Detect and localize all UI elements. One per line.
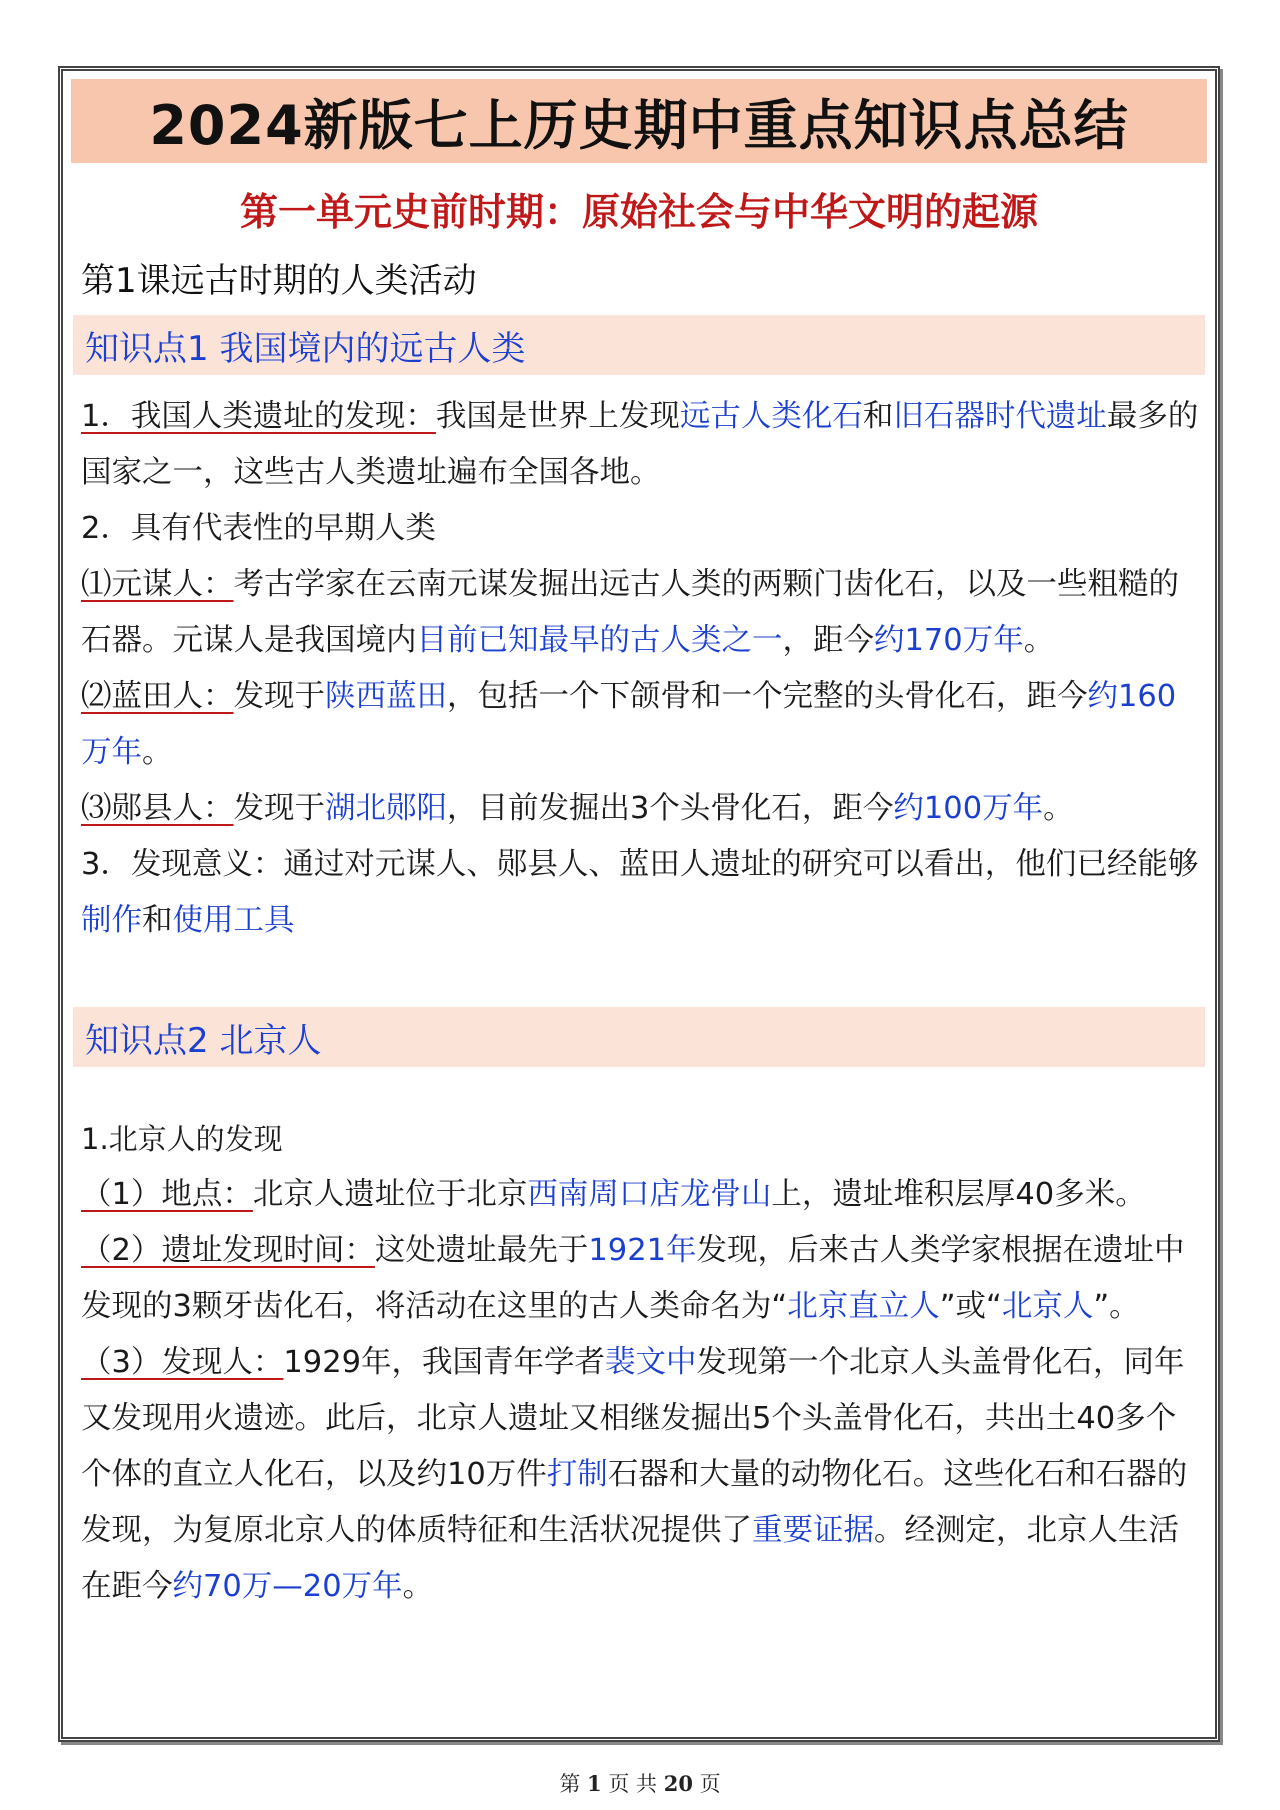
item-label: ⑶郧县人： [81,791,234,826]
text: ”或“ [939,1289,1002,1324]
keyword: 1921年 [588,1233,697,1268]
page-footer [0,1768,1280,1798]
keyword: 西南周口店龙骨山 [527,1177,772,1212]
paragraph-representative-humans: 2．具有代表性的早期人类 [81,511,436,546]
text: 和 [862,399,894,434]
text: 3．发现意义：通过对元谋人、郧县人、蓝田人遗址的研究可以看出，他们已经能够 [81,847,1199,882]
text: 考古学家在云南元谋发掘出远古人类的两颗门齿化石，以及一些粗糙的石器。元谋人是我国境内 [81,567,1179,658]
keyword: 约70万—20万年 [172,1569,403,1604]
lesson-title: 第1课远古时期的人类活动 [81,261,477,301]
text: 上，遗址堆积层厚40多米。 [771,1177,1146,1212]
paragraph-yuanmou [81,557,1203,669]
text: 和 [142,903,173,938]
item-label: （3）发现人： [81,1345,284,1380]
knowledge-point-1-body [81,389,1203,949]
text: 最多的国家之一，这些古人类遗址遍布全国各地。 [81,399,1199,490]
text: 北京人遗址位于北京 [252,1177,528,1212]
text: 发现于 [233,791,325,826]
keyword: 旧石器时代遗址 [893,399,1107,434]
text: 。 [1023,623,1055,658]
page-frame [58,66,1220,1742]
paragraph-discovery-time [81,1223,1203,1335]
keyword: 使用工具 [172,903,295,938]
keyword: 制作 [81,903,142,938]
text: 发现第一个北京人头盖骨化石，同年又发现用火遗迹。此后，北京人遗址又相继发掘出5个头盖骨化石，共出土40多个个体的直立人化石，以及约10万件 [81,1345,1185,1492]
keyword: 目前已知最早的古人类之一 [416,623,783,658]
text: 我国是世界上发现 [435,399,680,434]
keyword: 重要证据 [752,1513,874,1548]
text: 石器和大量的动物化石。这些化石和石器的发现，为复原北京人的体质特征和生活状况提供了 [81,1457,1188,1548]
item-label: （2）遗址发现时间： [81,1233,375,1268]
text: 1929年，我国青年学者 [283,1345,606,1380]
keyword: 打制 [546,1457,608,1492]
footer-text: 第 [559,1772,581,1796]
text: 。 [1043,791,1074,826]
text: ，距今 [782,623,874,658]
paragraph-site-discovery [81,389,1203,501]
unit-heading: 第一单元史前时期：原始社会与中华文明的起源 [239,190,1038,234]
footer-text: 页 [699,1772,721,1796]
footer-text: 页 共 [608,1772,658,1796]
keyword: 北京人 [1001,1289,1094,1324]
text: 。经测定，北京人生活在距今 [81,1513,1179,1604]
item-label: 1．我国人类遗址的发现： [81,399,436,434]
total-pages: 20 [663,1771,693,1796]
knowledge-point-1-heading: 知识点1 我国境内的远古人类 [73,315,1205,375]
keyword: 约170万年 [874,623,1024,658]
keyword: 约100万年 [893,791,1044,826]
current-page-number: 1 [587,1771,602,1796]
item-label: ⑵蓝田人： [81,679,234,714]
keyword: 远古人类化石 [679,399,863,434]
text: ，目前发掘出3个头骨化石，距今 [447,791,894,826]
knowledge-point-2-heading: 知识点2 北京人 [73,1007,1205,1067]
item-label: ⑴元谋人： [81,567,234,602]
text: 发现于 [233,679,325,714]
paragraph-significance [81,837,1203,949]
keyword: 约160万年 [81,679,1177,770]
keyword: 裴文中 [605,1345,697,1380]
text: ，包括一个下颌骨和一个完整的头骨化石，距今 [447,679,1088,714]
paragraph-peking-man-discovery: 1.北京人的发现 [81,1122,283,1156]
text: ”。 [1093,1289,1140,1324]
keyword: 湖北郧阳 [325,791,447,826]
text: 发现，后来古人类学家根据在遗址中发现的3颗牙齿化石，将活动在这里的古人类命名为“ [81,1233,1185,1324]
text: 。 [402,1569,434,1604]
paragraph-discoverer [81,1335,1203,1615]
item-label: （1）地点： [81,1177,253,1212]
text: 这处遗址最先于 [374,1233,589,1268]
paragraph-yunxian [81,781,1203,837]
paragraph-lantian [81,669,1203,781]
knowledge-point-2-body [81,1111,1203,1615]
text: 。 [142,735,173,770]
document-title: 2024新版七上历史期中重点知识点总结 [71,79,1207,163]
keyword: 陕西蓝田 [325,679,447,714]
keyword: 北京直立人 [787,1289,940,1324]
paragraph-location [81,1167,1203,1223]
